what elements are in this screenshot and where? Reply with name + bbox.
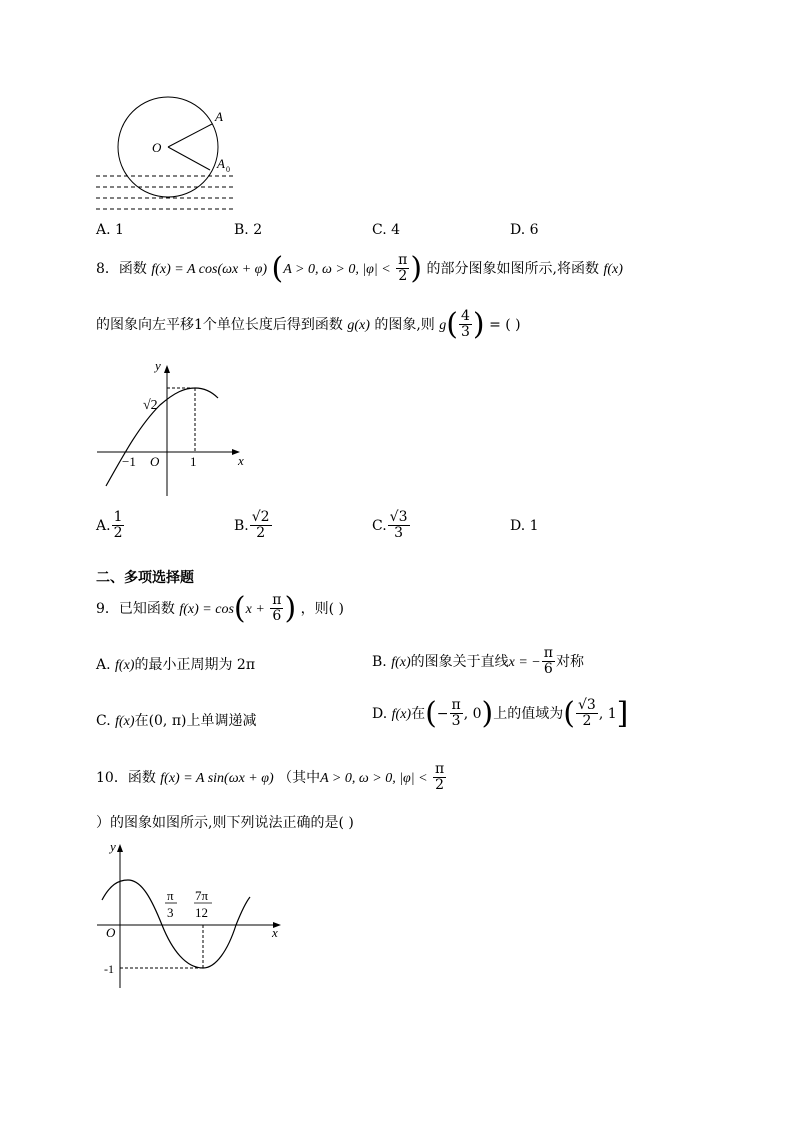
origin-label: O — [150, 454, 160, 469]
q10-line2: ）的图象如图所示,则下列说法正确的是( ) — [96, 815, 354, 831]
p7-den: 12 — [195, 905, 208, 920]
q8-gx: g(x) — [347, 317, 370, 333]
p7-num: 7π — [195, 888, 209, 903]
q8-line2-text2: 的图象,则 — [374, 316, 435, 333]
q8-option-b: B. $\frac{√2}{2}$ — [234, 509, 270, 542]
label-A0-sub: 0 — [226, 165, 230, 174]
section2-title: 二、多项选择题 — [96, 570, 194, 586]
q8-tail-fx: f(x) — [603, 261, 623, 277]
x-label: x — [238, 453, 244, 468]
q8-fx: f(x) = A cos(ωx + φ) — [151, 261, 268, 277]
label-O: O — [152, 140, 162, 155]
q9-option-b: B. f(x)的图象关于直线x = − $\frac{\pi}{6}$ 对称 — [372, 645, 584, 678]
sqrt2-label: √2 — [143, 398, 158, 413]
q8-tail: 的部分图象如图所示,将函数 — [426, 260, 599, 277]
neg1-label: -1 — [104, 962, 114, 976]
q7-option-b: B. 2 — [234, 222, 263, 238]
y-label: y — [110, 839, 116, 854]
q9-option-a: A. f(x)的最小正周期为 2π — [96, 657, 256, 673]
q9-option-d: D. f(x)在(− $\frac{\pi}{3}$ , 0)上的值域为( $\frac{√3}{2}$ , 1] — [372, 695, 629, 731]
q7-option-a: A. 1 — [96, 222, 124, 238]
radius-OA0 — [168, 147, 210, 170]
q8-number: 8．函数 — [96, 260, 147, 277]
label-A: A — [215, 109, 223, 124]
q8-option-a: A. $\frac{1}{2}$ — [96, 509, 123, 542]
x-label: x — [272, 925, 278, 940]
label-A0: A — [217, 156, 225, 171]
neg1-label: −1 — [122, 454, 136, 469]
cosine-curve — [106, 388, 218, 486]
q8-graph — [95, 355, 255, 500]
y-axis-arrow — [117, 844, 123, 852]
sine-curve — [102, 880, 250, 968]
q8-line2-text: 的图象向左平移1个单位长度后得到函数 — [96, 316, 343, 333]
q8-line1: 8．函数 f(x) = A cos(ωx + φ) (A > 0, ω > 0, |φ| < $\frac{\pi}{2}$ ) 的部分图象如图所示,将函数 f(x) — [96, 250, 623, 286]
q8-g-frac: $\frac{4}{3}$ — [460, 308, 470, 341]
one-label: 1 — [190, 454, 197, 469]
q8-line2-tail: = ( ) — [489, 316, 521, 333]
q8-cond: A > 0, ω > 0, |φ| < — [283, 261, 391, 277]
q10-graph — [95, 838, 290, 993]
y-axis-arrow — [164, 365, 170, 373]
q8-line2: 的图象向左平移1个单位长度后得到函数 g(x) 的图象,则 g( $\frac{4}{3}$ ) = ( ) — [96, 306, 521, 342]
q8-option-c: C. $\frac{√3}{3}$ — [372, 509, 408, 542]
q8-g: g — [439, 317, 447, 333]
circle-figure — [90, 92, 250, 217]
pi3-num: π — [167, 888, 174, 903]
q8-cond-frac: $\frac{\pi}{2}$ — [398, 252, 408, 285]
q10-stem: 10．函数 f(x) = A sin(ωx + φ) （其中A > 0, ω > 0, |φ| < $\frac{\pi}{2}$ — [96, 761, 445, 794]
origin-label: O — [106, 925, 116, 940]
pi3-den: 3 — [167, 905, 174, 920]
q8-option-d: D. 1 — [510, 518, 539, 534]
y-label: y — [155, 358, 161, 373]
q7-option-d: D. 6 — [510, 222, 539, 238]
q9-option-c: C. f(x)在(0, π)上单调递减 — [96, 713, 257, 729]
radius-OA — [168, 124, 212, 147]
q7-option-c: C. 4 — [372, 222, 401, 238]
q9-stem: 9．已知函数 f(x) = cos(x + $\frac{\pi}{6}$ ) ，则( ) — [96, 590, 345, 626]
